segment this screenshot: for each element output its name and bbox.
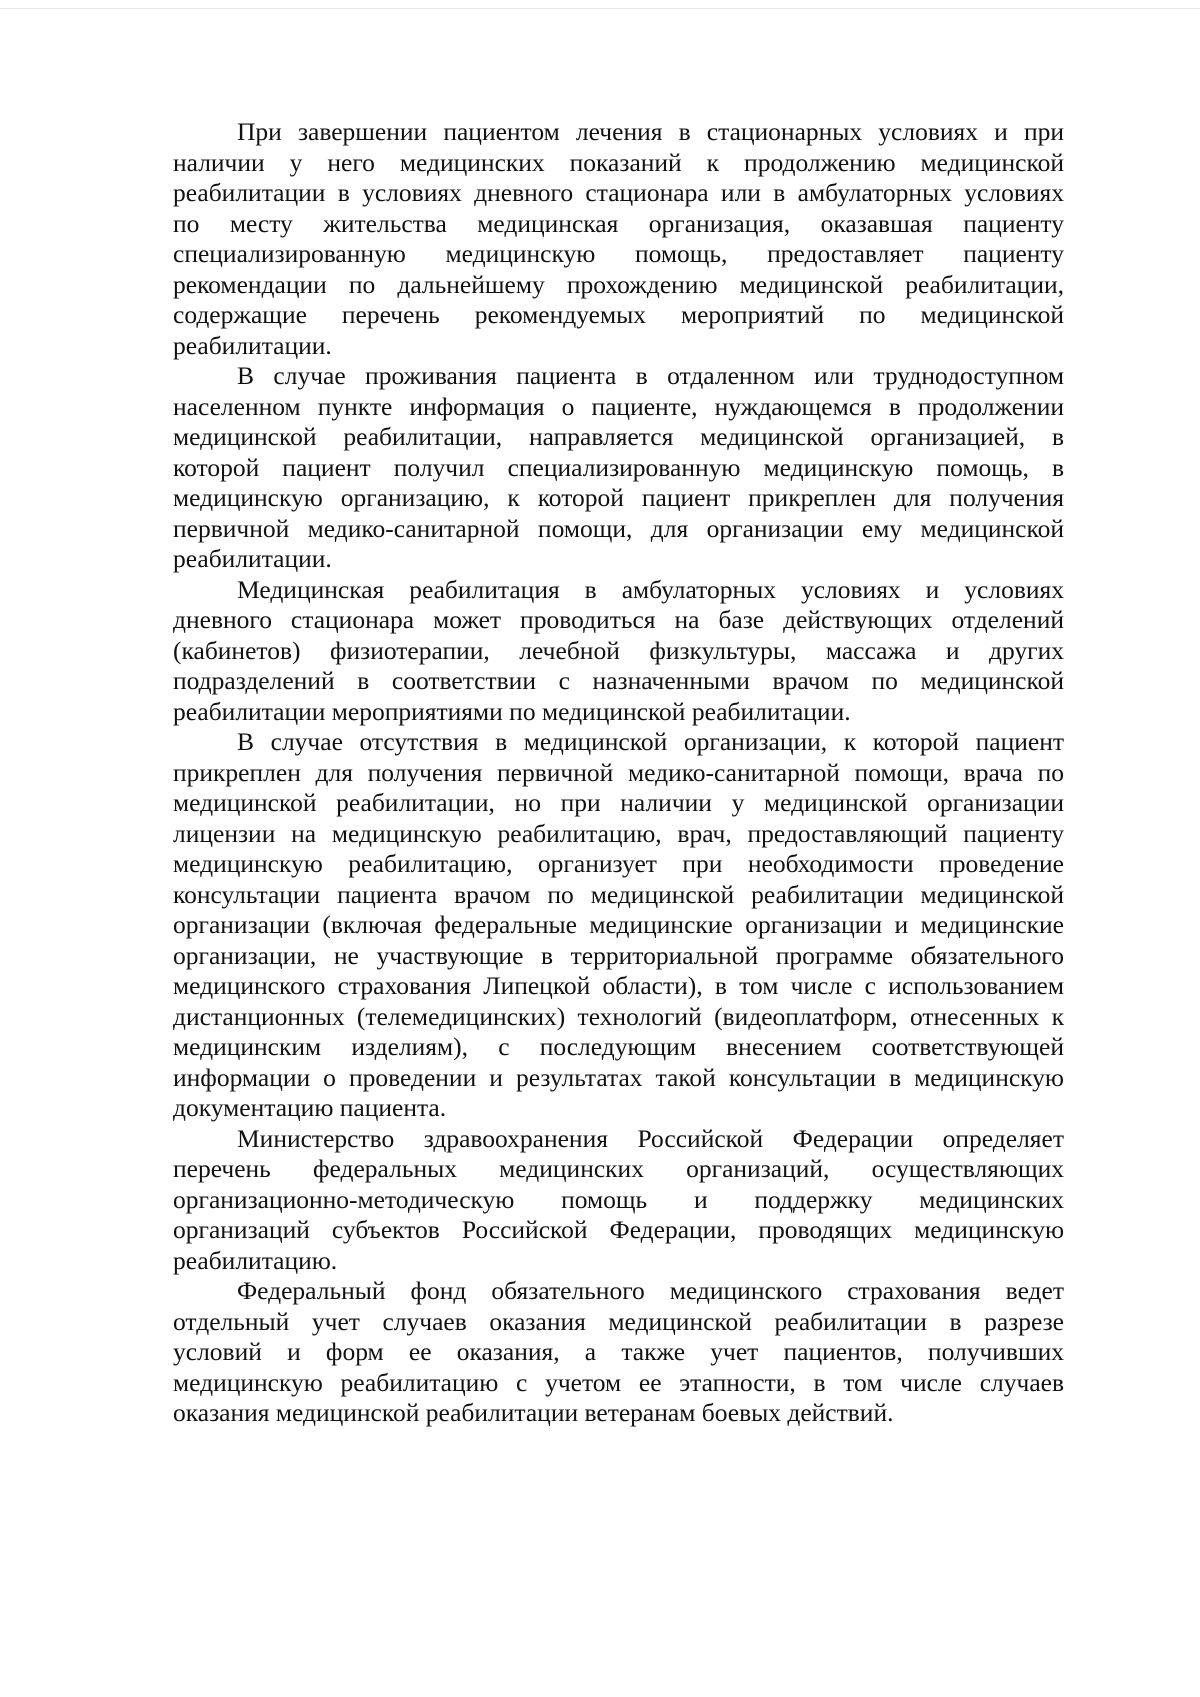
text-line: отдельный учет случаев оказания медицинской реабилитации в разрезе: [173, 1306, 1064, 1336]
text-line: медицинскую реабилитацию, организует при необходимости проведение: [173, 849, 1064, 878]
paragraph: [173, 1124, 1064, 1277]
text-line: прикреплен для получения первичной медико-санитарной помощи, врача по: [173, 757, 1064, 787]
text-line: дневного стационара может проводиться на базе действующих отделений: [173, 605, 1064, 634]
text-line: специализированную медицинскую помощь, предоставляет пациенту: [173, 239, 1064, 268]
text-line: подразделений в соответствии с назначенными врачом по медицинской: [173, 666, 1064, 695]
text-line: медицинской реабилитации, но при наличии у медицинской организации: [173, 788, 1064, 817]
text-line: консультации пациента врачом по медицинской реабилитации медицинской: [173, 879, 1064, 909]
paragraph: [173, 575, 1064, 728]
document-body: [173, 117, 1064, 1429]
text-line: реабилитации мероприятиями по медицинской реабилитации.: [173, 696, 851, 726]
text-line: медицинского страхования Липецкой области), в том числе с использованием: [173, 971, 1064, 1000]
text-line: реабилитацию.: [173, 1245, 338, 1275]
text-line: медицинским изделиям), с последующим внесением соответствующей: [173, 1032, 1064, 1061]
paragraph: [173, 727, 1064, 1124]
text-line: В случае проживания пациента в отдаленном или труднодоступном: [237, 361, 1064, 390]
text-line: перечень федеральных медицинских организаций, осуществляющих: [173, 1154, 1064, 1183]
text-line: реабилитации.: [173, 330, 332, 360]
text-line: Медицинская реабилитация в амбулаторных условиях и условиях: [237, 574, 1064, 604]
text-line: которой пациент получил специализированную медицинскую помощь, в: [173, 452, 1064, 482]
text-line: населенном пункте информация о пациенте, нуждающемся в продолжении: [173, 391, 1064, 421]
text-line: (кабинетов) физиотерапии, лечебной физкультуры, массажа и других: [173, 635, 1064, 665]
paragraph: [173, 361, 1064, 575]
text-line: медицинскую реабилитацию с учетом ее этапности, в том числе случаев: [173, 1367, 1064, 1397]
text-line: информации о проведении и результатах такой консультации в медицинскую: [173, 1062, 1064, 1092]
text-line: оказания медицинской реабилитации ветеранам боевых действий.: [173, 1398, 894, 1427]
text-line: организаций субъектов Российской Федерации, проводящих медицинскую: [173, 1215, 1064, 1244]
text-line: медицинской реабилитации, направляется медицинской организацией, в: [173, 422, 1064, 451]
text-line: условий и форм ее оказания, а также учет пациентов, получивших: [173, 1337, 1064, 1366]
text-line: наличии у него медицинских показаний к продолжению медицинской: [173, 147, 1064, 177]
text-line: Федеральный фонд обязательного медицинского страхования ведет: [237, 1276, 1064, 1305]
text-line: дистанционных (телемедицинских) технологий (видеоплатформ, отнесенных к: [173, 1001, 1064, 1031]
text-line: содержащие перечень рекомендуемых мероприятий по медицинской: [173, 300, 1064, 329]
text-line: лицензии на медицинскую реабилитацию, врач, предоставляющий пациенту: [173, 818, 1064, 848]
text-line: В случае отсутствия в медицинской организации, к которой пациент: [237, 727, 1064, 756]
text-line: организации (включая федеральные медицинские организации и медицинские: [173, 910, 1064, 939]
text-line: организационно-методическую помощь и поддержку медицинских: [173, 1184, 1064, 1214]
paragraph: [173, 1276, 1064, 1429]
text-line: медицинскую организацию, к которой пациент прикреплен для получения: [173, 483, 1064, 512]
text-line: При завершении пациентом лечения в стационарных условиях и при: [237, 117, 1064, 146]
text-line: реабилитации.: [173, 544, 332, 573]
text-line: по месту жительства медицинская организация, оказавшая пациенту: [173, 208, 1064, 238]
text-line: реабилитации в условиях дневного стационара или в амбулаторных условиях: [173, 178, 1064, 207]
text-line: Министерство здравоохранения Российской Федерации определяет: [237, 1123, 1064, 1153]
page-edge: [0, 8, 1200, 9]
text-line: первичной медико-санитарной помощи, для организации ему медицинской: [173, 513, 1064, 543]
text-line: организации, не участвующие в территориальной программе обязательного: [173, 940, 1064, 970]
text-line: документацию пациента.: [173, 1093, 447, 1122]
text-line: рекомендации по дальнейшему прохождению медицинской реабилитации,: [173, 269, 1064, 299]
paragraph: [173, 117, 1064, 361]
